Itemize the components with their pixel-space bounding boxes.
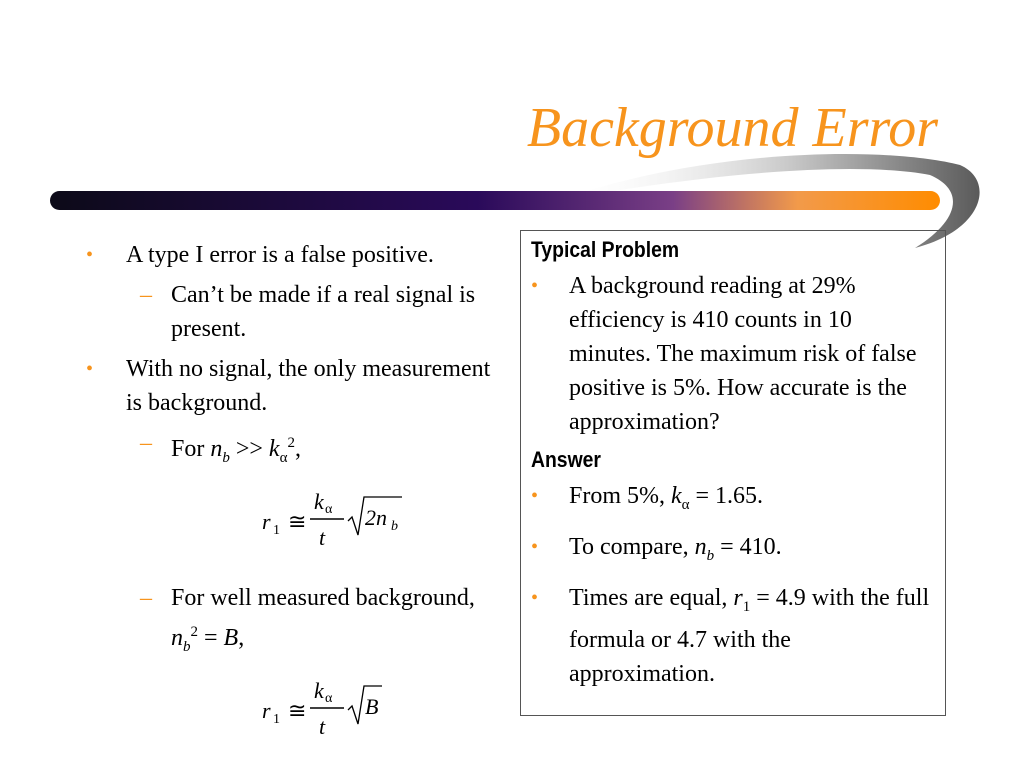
bullet-item: • A type I error is a false positive. bbox=[86, 238, 506, 272]
formula-r1-full bbox=[262, 481, 422, 559]
bullet-dot: • bbox=[531, 485, 539, 507]
typical-problem-box bbox=[520, 230, 946, 716]
f1-r-sub: 1 bbox=[273, 522, 280, 538]
f2-t: t bbox=[319, 713, 326, 739]
typical-problem-heading: Typical Problem bbox=[531, 237, 680, 262]
bar-stripe bbox=[50, 191, 940, 210]
formula-r1-approx bbox=[262, 670, 422, 748]
answer-heading: Answer bbox=[531, 447, 601, 472]
sub-bullet-item: – For $n_b >> k_\alpha^2$, bbox=[86, 426, 506, 475]
f2-radicand: B bbox=[365, 693, 379, 719]
f1-radicand-sub: b bbox=[391, 518, 398, 534]
f1-k-sub: α bbox=[325, 501, 333, 517]
dash-marker: – bbox=[140, 430, 152, 456]
f2-k: k bbox=[314, 677, 324, 703]
sub-bullet-item: – For well measured background, $n_b^2 = B$, bbox=[86, 581, 506, 664]
dash-marker: – bbox=[140, 282, 152, 308]
bullet-dot: • bbox=[531, 275, 539, 297]
sub-bullet-item: – Can’t be made if a real signal is present. bbox=[86, 278, 506, 346]
f2-r: r bbox=[262, 697, 271, 723]
problem-bullet: • A background reading at 29% efficiency is 410 counts in 10 minutes. The maximum risk of false positive is 5%. How accurate is the approximation? bbox=[521, 269, 945, 439]
slide-title: Background Error bbox=[526, 97, 938, 159]
left-column bbox=[86, 238, 506, 770]
answer-bullet: • Times are equal, $r_1 = 4.9$ with the full formula or 4.7 with the approximation. bbox=[521, 581, 945, 692]
f1-r: r bbox=[262, 508, 271, 534]
answer-bullet: • From 5%, $k_\alpha = 1.65$. bbox=[521, 479, 945, 522]
bullet-item: • With no signal, the only measurement is background. bbox=[86, 352, 506, 420]
f2-r-sub: 1 bbox=[273, 711, 280, 727]
f1-k: k bbox=[314, 488, 324, 514]
bullet-dot: • bbox=[531, 586, 539, 609]
f1-t: t bbox=[319, 524, 326, 550]
answer-bullet: • To compare, $n_b = 410$. bbox=[521, 530, 945, 573]
bullet-dot: • bbox=[531, 535, 539, 558]
f2-approx: ≅ bbox=[288, 697, 307, 723]
dash-marker: – bbox=[140, 584, 152, 611]
f1-approx: ≅ bbox=[288, 508, 307, 534]
bullet-dot: • bbox=[86, 358, 94, 380]
bullet-dot: • bbox=[86, 244, 94, 266]
f2-k-sub: α bbox=[325, 690, 333, 706]
f1-radicand: 2n bbox=[365, 504, 387, 530]
